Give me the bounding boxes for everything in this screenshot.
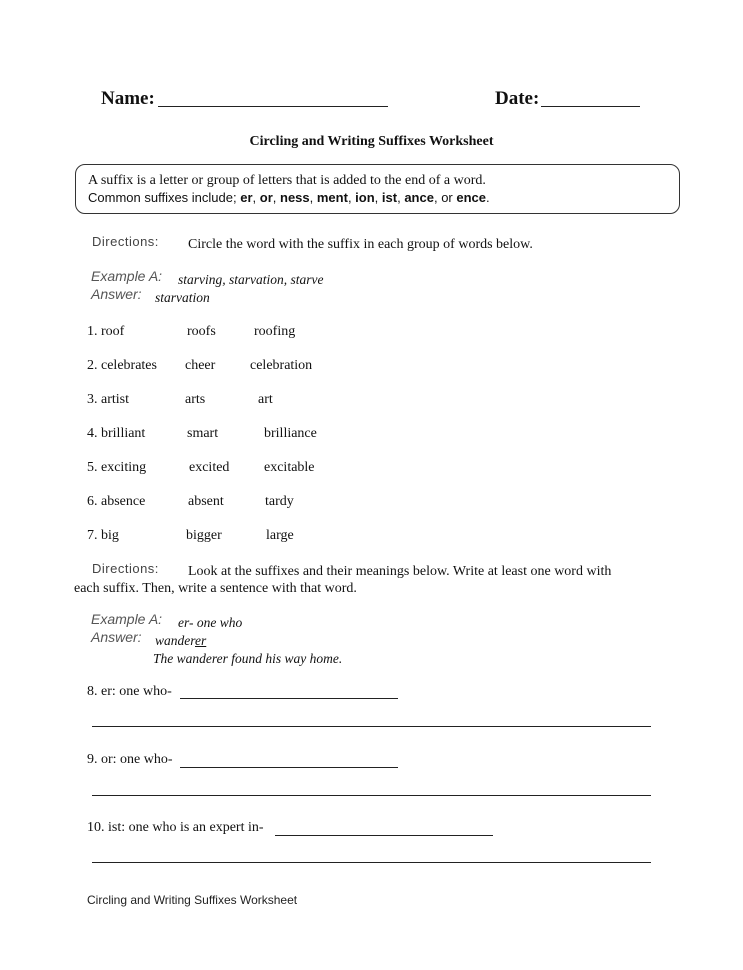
question-10-sentence-field[interactable] [92, 862, 651, 863]
question-10-word-field[interactable] [275, 835, 493, 836]
item-1-word-3[interactable]: roofing [254, 324, 296, 339]
directions-text-2-line-2: each suffix. Then, write a sentence with that word. [74, 581, 357, 596]
suffix-3: ness [280, 190, 310, 205]
footer-text: Circling and Writing Suffixes Worksheet [87, 893, 298, 907]
info-box [75, 164, 680, 214]
question-9-word-field[interactable] [180, 767, 398, 768]
example-label-1: Example A: [91, 268, 163, 284]
example-text-2: er- one who [178, 615, 243, 630]
answer-word-2 [155, 633, 206, 649]
item-2-word-2[interactable]: cheer [185, 358, 216, 373]
date-field[interactable] [541, 106, 640, 107]
example-text-1: starving, starvation, starve [178, 272, 324, 287]
item-1-word-1[interactable]: 1. roof [87, 324, 125, 339]
item-1-word-2[interactable]: roofs [187, 324, 216, 339]
item-3-word-3[interactable]: art [258, 392, 273, 407]
suffix-4: ment [316, 190, 348, 205]
name-label: Name: [101, 88, 155, 109]
suffix-6: ist [381, 190, 398, 205]
info-line-2-or: or [441, 190, 453, 205]
question-9-label: 9. or: one who- [87, 752, 173, 767]
answer-label-2: Answer: [91, 629, 142, 645]
item-7-word-3[interactable]: large [266, 528, 294, 543]
item-2-word-1[interactable]: 2. celebrates [87, 358, 157, 373]
item-3-word-1[interactable]: 3. artist [87, 392, 129, 407]
example-label-2: Example A: [91, 611, 163, 627]
answer-word-suffix: er [195, 633, 207, 648]
answer-word-base: wander [155, 633, 195, 648]
suffix-7: ance [404, 190, 434, 205]
item-4-word-3[interactable]: brilliance [264, 426, 317, 441]
answer-label-1: Answer: [91, 286, 142, 302]
suffix-1: er [240, 190, 253, 205]
info-line-2: Common suffixes include; er, or, ness, ment, ion, ist, ance, or ence. [88, 190, 490, 205]
info-line-1: A suffix is a letter or group of letters that is added to the end of a word. [88, 173, 486, 188]
date-label: Date: [495, 88, 540, 109]
name-field[interactable] [158, 106, 388, 107]
question-10-label: 10. ist: one who is an expert in- [87, 820, 264, 835]
suffix-5: ion [355, 190, 375, 205]
directions-label-2: Directions: [92, 561, 159, 576]
item-4-word-1[interactable]: 4. brilliant [87, 426, 146, 441]
suffix-2: or [259, 190, 273, 205]
item-5-word-3[interactable]: excitable [264, 460, 315, 475]
item-6-word-3[interactable]: tardy [265, 494, 294, 509]
question-8-label: 8. er: one who- [87, 684, 172, 699]
directions-text-2-line-1: Look at the suffixes and their meanings below. Write at least one word with [188, 564, 612, 579]
item-7-word-1[interactable]: 7. big [87, 528, 119, 543]
info-line-2-prefix: Common suffixes include; [88, 190, 237, 205]
question-9-sentence-field[interactable] [92, 795, 651, 796]
directions-label-1: Directions: [92, 234, 159, 249]
item-3-word-2[interactable]: arts [185, 392, 206, 407]
item-7-word-2[interactable]: bigger [186, 528, 222, 543]
question-8-sentence-field[interactable] [92, 726, 651, 727]
item-4-word-2[interactable]: smart [187, 426, 219, 441]
answer-text-1: starvation [155, 290, 210, 305]
item-2-word-3[interactable]: celebration [250, 358, 313, 373]
item-5-word-2[interactable]: excited [189, 460, 230, 475]
suffix-8: ence [456, 190, 487, 205]
answer-sentence-2: The wanderer found his way home. [153, 651, 343, 666]
item-6-word-2[interactable]: absent [188, 494, 224, 509]
item-5-word-1[interactable]: 5. exciting [87, 460, 147, 475]
question-8-word-field[interactable] [180, 698, 398, 699]
page-title: Circling and Writing Suffixes Worksheet [249, 134, 494, 149]
directions-text-1: Circle the word with the suffix in each group of words below. [188, 237, 533, 252]
item-6-word-1[interactable]: 6. absence [87, 494, 146, 509]
